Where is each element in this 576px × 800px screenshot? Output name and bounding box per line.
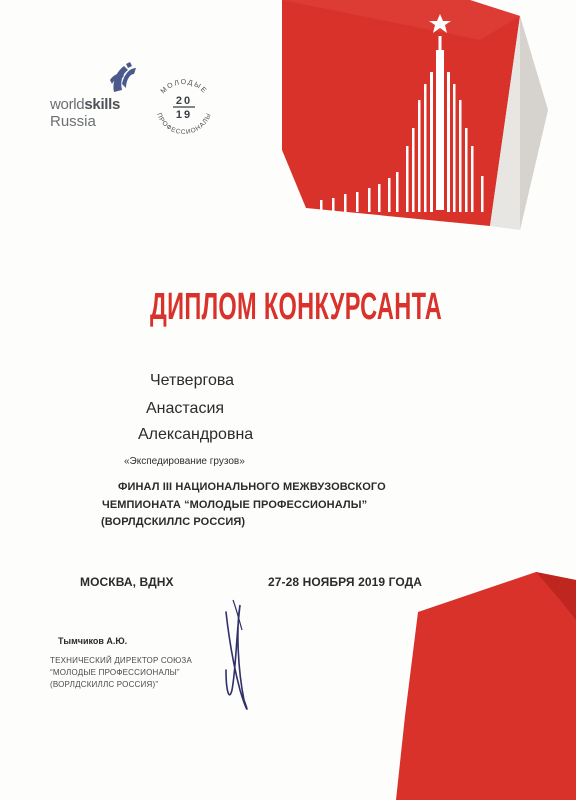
signatory-name: Тымчиков А.Ю. [58, 636, 128, 646]
recipient-surname: Четвергова [150, 372, 235, 389]
bottom-red-block [396, 572, 576, 800]
worldskills-country: Russia [50, 113, 96, 130]
event-line-2: ЧЕМПИОНАТА “МОЛОДЫЕ ПРОФЕССИОНАЛЫ” [102, 499, 368, 511]
signatory-position-line-1: ТЕХНИЧЕСКИЙ ДИРЕКТОР СОЮЗА [50, 656, 192, 665]
worldskills-wordmark: worldskills [50, 96, 121, 113]
event-location: МОСКВА, ВДНХ [80, 575, 174, 589]
worldskills-logo [50, 62, 150, 140]
event-line-1: ФИНАЛ III НАЦИОНАЛЬНОГО МЕЖВУЗОВСКОГО [118, 481, 386, 493]
mp-arc-bottom: ПРОФЕССИОНАЛЫ [155, 111, 213, 137]
svg-text:МОЛОДЫЕ [160, 79, 209, 95]
recipient-patronymic: Александровна [138, 426, 254, 443]
competency-name: «Экспедирование грузов» [124, 456, 245, 467]
worldskills-emblem-icon [108, 62, 138, 94]
mp-year-top: 20 [175, 95, 193, 107]
signature-mark [226, 605, 247, 709]
diploma-title: ДИПЛОМ КОНКУРСАНТА [150, 286, 443, 328]
recipient-first-name: Анастасия [146, 400, 225, 417]
top-red-block [282, 0, 548, 230]
molodye-professionaly-logo [148, 70, 220, 142]
mp-year-bottom: 19 [175, 109, 193, 121]
signatory-position-line-2: “МОЛОДЫЕ ПРОФЕССИОНАЛЫ” [50, 668, 180, 677]
event-dates: 27-28 НОЯБРЯ 2019 ГОДА [268, 575, 423, 589]
mp-arc-top: МОЛОДЫЕ [159, 78, 209, 96]
event-line-3: (ВОРЛДСКИЛЛС РОССИЯ) [101, 516, 246, 528]
signatory-position-line-3: (ВОРЛДСКИЛЛС РОССИЯ)” [50, 680, 159, 689]
